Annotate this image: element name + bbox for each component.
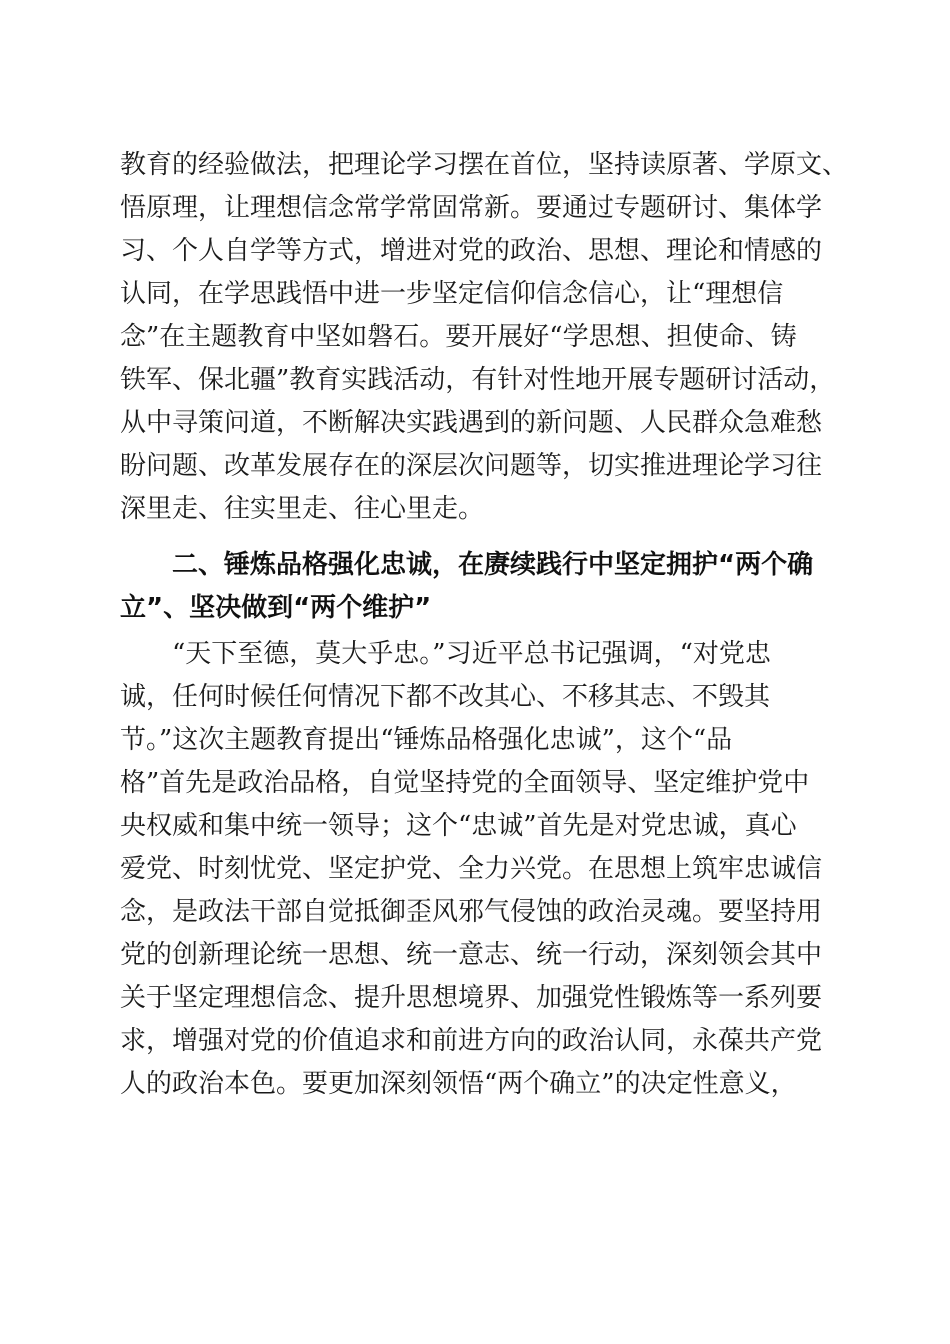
paragraph-line: 从中寻策问道，不断解决实践遇到的新问题、人民群众急难愁 (120, 408, 823, 438)
paragraph-line: 格”首先是政治品格，自觉坚持党的全面领导、坚定维护党中 (120, 768, 810, 798)
section-heading: 二、锤炼品格强化忠诚，在赓续践行中坚定拥护“两个确 (172, 550, 814, 580)
paragraph-line: 爱党、时刻忧党、坚定护党、全力兴党。在思想上筑牢忠诚信 (120, 854, 823, 884)
paragraph-line: 盼问题、改革发展存在的深层次问题等，切实推进理论学习往 (120, 451, 823, 481)
paragraph-line: 教育的经验做法，把理论学习摆在首位，坚持读原著、学原文、 (120, 150, 849, 180)
paragraph-line: 诚，任何时候任何情况下都不改其心、不移其志、不毁其 (120, 682, 771, 712)
paragraph-line: “天下至德，莫大乎忠。”习近平总书记强调，“对党忠 (172, 639, 771, 669)
paragraph-line: 求，增强对党的价值追求和前进方向的政治认同，永葆共产党 (120, 1026, 823, 1056)
paragraph-line: 认同，在学思践悟中进一步坚定信仰信念信心，让“理想信 (120, 279, 784, 309)
paragraph-line: 念”在主题教育中坚如磐石。要开展好“学思想、担使命、铸 (120, 322, 797, 352)
paragraph-line: 念，是政法干部自觉抵御歪风邪气侵蚀的政治灵魂。要坚持用 (120, 897, 823, 927)
paragraph-line: 铁军、保北疆”教育实践活动，有针对性地开展专题研讨活动， (120, 365, 836, 395)
paragraph-line: 关于坚定理想信念、提升思想境界、加强党性锻炼等一系列要 (120, 983, 823, 1013)
section-heading: 立”、坚决做到“两个维护” (120, 593, 432, 623)
paragraph-line: 习、个人自学等方式，增进对党的政治、思想、理论和情感的 (120, 236, 823, 266)
paragraph-line: 党的创新理论统一思想、统一意志、统一行动，深刻领会其中 (120, 940, 823, 970)
paragraph-line: 人的政治本色。要更加深刻领悟“两个确立”的决定性意义， (120, 1069, 797, 1099)
paragraph-line: 悟原理，让理想信念常学常固常新。要通过专题研讨、集体学 (120, 193, 823, 223)
paragraph-line: 深里走、往实里走、往心里走。 (120, 494, 485, 524)
paragraph-line: 央权威和集中统一领导；这个“忠诚”首先是对党忠诚，真心 (120, 811, 797, 841)
paragraph-line: 节。”这次主题教育提出“锤炼品格强化忠诚”，这个“品 (120, 725, 733, 755)
